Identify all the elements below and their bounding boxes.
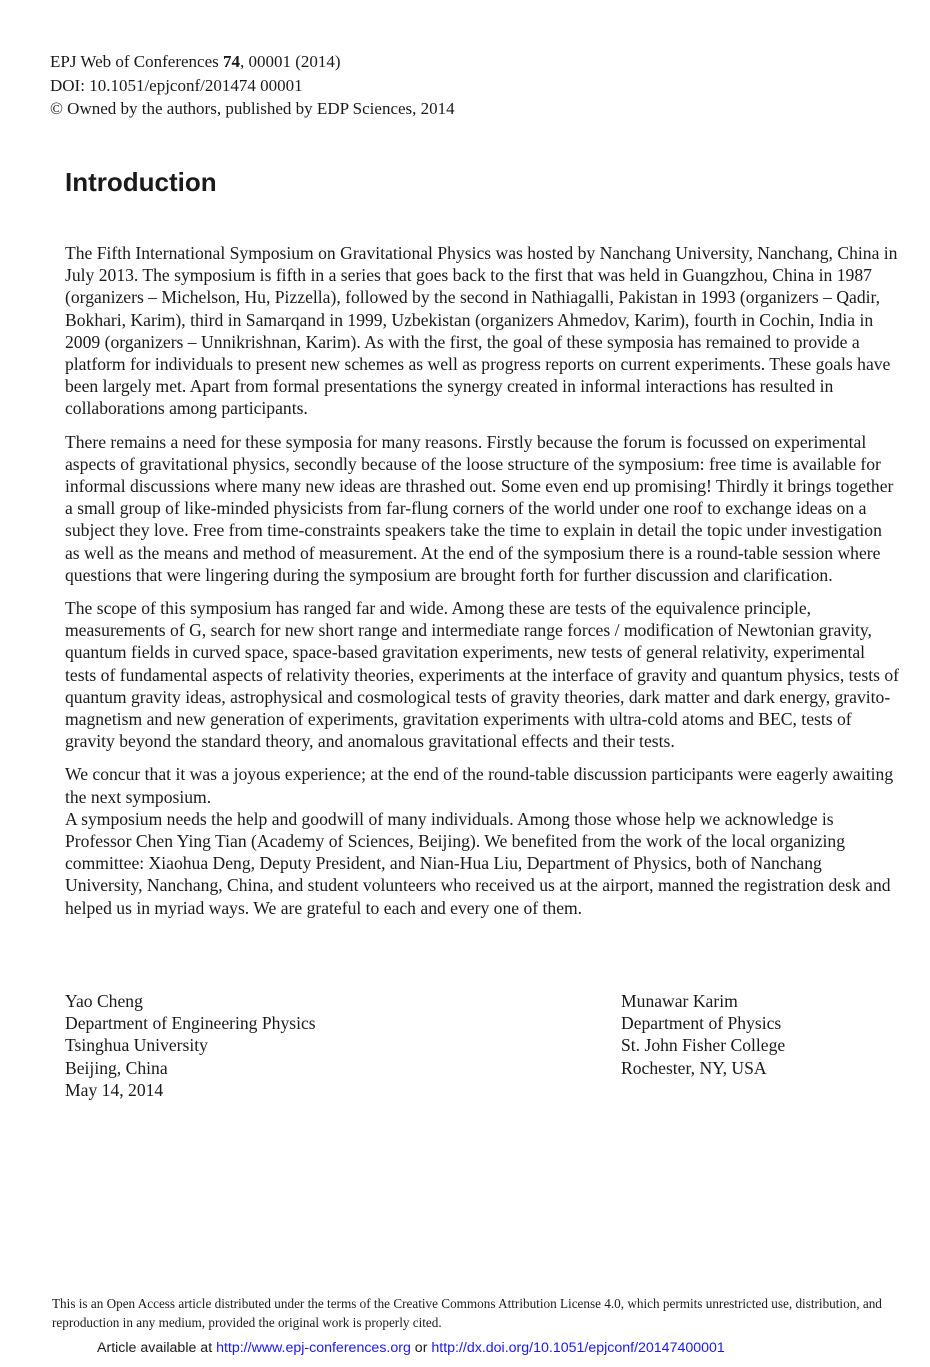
article-availability: Article available at http://www.epj-conferences.org or http://dx.doi.org/10.1051/epjconf/20147400001: [97, 1340, 725, 1356]
license-notice: This is an Open Access article distributed under the terms of the Creative Commons Attribution License 4.0, which permits unrestricted use, distribution, and reproduction in any medium, provided the original work is properly cited.: [52, 1296, 882, 1330]
page-title: Introduction: [65, 167, 217, 197]
author-institution: Tsinghua University: [65, 1035, 208, 1056]
epj-conferences-link[interactable]: http://www.epj-conferences.org: [216, 1340, 411, 1356]
doi-link[interactable]: http://dx.doi.org/10.1051/epjconf/20147400001: [431, 1340, 725, 1356]
citation-line: EPJ Web of Conferences 74, 00001 (2014): [50, 52, 341, 71]
author-name: Yao Cheng: [65, 991, 143, 1011]
author-location: Beijing, China: [65, 1057, 168, 1078]
signature-right: [621, 990, 785, 1079]
article-body: [65, 242, 900, 930]
journal-header: [50, 50, 455, 121]
paragraph-acknowledgements: A symposium needs the help and goodwill of many individuals. Among those whose help we acknowledge is Professor Chen Ying Tian (Academy of Sciences, Beijing). We benefited from the work of the local organizing committee: Xiaohua Deng, Deputy President, and Nian-Hua Liu, Department of Physics, both of Nanchang University, Nanchang, China, and student volunteers who received us at the airport, manned the registration desk and helped us in myriad ways. We are grateful to each and every one of them.: [65, 808, 891, 918]
doi-line: DOI: 10.1051/epjconf/201474 00001: [50, 75, 303, 95]
author-institution: St. John Fisher College: [621, 1035, 786, 1056]
author-department: Department of Physics: [621, 1013, 782, 1034]
signature-date: May 14, 2014: [65, 1079, 164, 1100]
paragraph-concur: We concur that it was a joyous experience; at the end of the round-table discussion participants were eagerly awaiting the next symposium.: [65, 764, 894, 807]
paragraph-need: There remains a need for these symposia for many reasons. Firstly because the forum is focussed on experimental aspects of gravitational physics, secondly because of the loose structure of the symposium: free time is available for informal discussions where many new ideas are thrashed out. Some even end up promising! Thirdly it brings together a small group of like-minded physicists from far-flung corners of the world under one roof to exchange ideas on a subject they love. Free from time-constraints speakers take the time to explain in detail the topic under investigation as well as the means and method of measurement. At the end of the symposium there is a round-table session where questions that were lingering during the symposium are brought forth for further discussion and clarification.: [65, 431, 894, 585]
author-name: Munawar Karim: [621, 991, 738, 1011]
author-department: Department of Engineering Physics: [65, 1013, 316, 1034]
paragraph-history: The Fifth International Symposium on Gravitational Physics was hosted by Nanchang University, Nanchang, China in July 2013. The symposium is fifth in a series that goes back to the first that was held in Guangzhou, China in 1987 (organizers – Michelson, Hu, Pizzella), followed by the second in Nathiagalli, Pakistan in 1993 (organizers – Qadir, Bokhari, Karim), third in Samarqand in 1999, Uzbekistan (organizers Ahmedov, Karim), fourth in Cochin, India in 2009 (organizers – Unnikrishnan, Karim). As with the first, the goal of these symposia has remained to provide a platform for individuals to present new schemes as well as progress reports on current experiments. These goals have been largely met. Apart from formal presentations the synergy created in informal interactions has resulted in collaborations among participants.: [65, 243, 898, 419]
copyright-line: © Owned by the authors, published by EDP Sciences, 2014: [50, 99, 455, 118]
paragraph-scope: The scope of this symposium has ranged far and wide. Among these are tests of the equivalence principle, measurements of G, search for new short range and intermediate range forces / modification of Newtonian gravity, quantum fields in curved space, space-based gravitation experiments, new tests of general relativity, experimental tests of fundamental aspects of relativity theories, experiments at the interface of gravity and quantum physics, tests of quantum gravity ideas, astrophysical and cosmological tests of gravity theories, dark matter and dark energy, gravito-magnetism and new generation of experiments, gravitation experiments with ultra-cold atoms and BEC, tests of gravity beyond the standard theory, and anomalous gravitational effects and their tests.: [65, 598, 899, 752]
signature-left: [65, 990, 316, 1101]
volume-number: 74: [223, 52, 240, 71]
author-location: Rochester, NY, USA: [621, 1057, 767, 1078]
